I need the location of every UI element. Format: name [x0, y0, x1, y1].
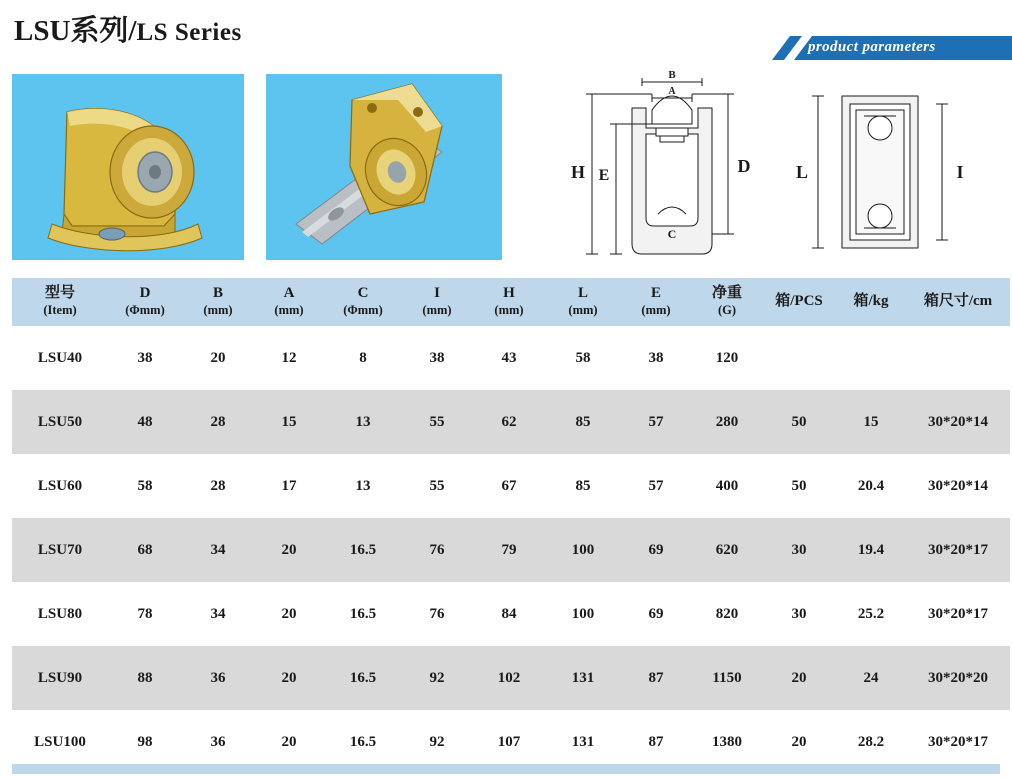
cell-kg: 24 [836, 646, 906, 710]
cell-carton-size [906, 326, 1010, 390]
cell-net-weight: 120 [692, 326, 762, 390]
cell-d: 58 [108, 454, 182, 518]
diagram-label-B: B [668, 69, 676, 81]
spec-table-body [12, 326, 1010, 774]
col-b: B (mm) [182, 278, 254, 326]
cell-c: 16.5 [324, 518, 402, 582]
cell-a: 15 [254, 390, 324, 454]
product-photo-2 [266, 74, 502, 260]
col-item: 型号 (Item) [12, 278, 108, 326]
table-row [12, 454, 1010, 518]
cell-l: 100 [546, 518, 620, 582]
cell-carton-size: 30*20*17 [906, 710, 1010, 774]
cell-b: 36 [182, 710, 254, 774]
diagram-label-L: L [795, 162, 809, 182]
col-carton-size: 箱尺寸/cm [906, 278, 1010, 326]
cell-kg: 19.4 [836, 518, 906, 582]
cell-pcs: 50 [762, 454, 836, 518]
cell-pcs: 30 [762, 518, 836, 582]
cell-l: 131 [546, 646, 620, 710]
cell-d: 48 [108, 390, 182, 454]
cell-d: 98 [108, 710, 182, 774]
spec-table-wrapper [12, 278, 1000, 774]
cell-h: 84 [472, 582, 546, 646]
cell-i: 55 [402, 390, 472, 454]
diagram-label-I: I [956, 162, 964, 182]
cell-b: 20 [182, 326, 254, 390]
cell-h: 79 [472, 518, 546, 582]
diagram-label-C: C [667, 227, 677, 241]
bracket-pulley-front-image [12, 74, 244, 260]
diagram-label-E: E [598, 167, 610, 184]
cell-item: LSU100 [12, 710, 108, 774]
cell-e: 57 [620, 390, 692, 454]
page-title [14, 8, 242, 49]
cell-pcs: 20 [762, 710, 836, 774]
page-title-cn: LSU系列/ [14, 15, 137, 47]
cell-d: 38 [108, 326, 182, 390]
cell-l: 131 [546, 710, 620, 774]
footer-bar [12, 764, 1000, 774]
diagram-label-H: H [570, 162, 586, 182]
col-d: D (Φmm) [108, 278, 182, 326]
col-i: I (mm) [402, 278, 472, 326]
cell-e: 87 [620, 710, 692, 774]
cell-net-weight: 1380 [692, 710, 762, 774]
bracket-pulley-on-rail-image [266, 74, 502, 260]
product-parameters-banner [772, 36, 1012, 60]
col-a: A (mm) [254, 278, 324, 326]
cell-b: 34 [182, 582, 254, 646]
cell-c: 8 [324, 326, 402, 390]
cell-h: 102 [472, 646, 546, 710]
col-e: E (mm) [620, 278, 692, 326]
cell-d: 68 [108, 518, 182, 582]
technical-diagrams [560, 68, 1000, 264]
cell-item: LSU80 [12, 582, 108, 646]
cell-h: 43 [472, 326, 546, 390]
diagram-label-D: D [737, 156, 751, 176]
cell-item: LSU90 [12, 646, 108, 710]
page-title-en: LS Series [136, 19, 242, 46]
cell-i: 92 [402, 646, 472, 710]
cell-e: 69 [620, 582, 692, 646]
cell-net-weight: 400 [692, 454, 762, 518]
cell-a: 12 [254, 326, 324, 390]
cell-c: 13 [324, 390, 402, 454]
cell-kg [836, 326, 906, 390]
cell-a: 20 [254, 646, 324, 710]
cell-kg: 20.4 [836, 454, 906, 518]
cell-item: LSU50 [12, 390, 108, 454]
cell-h: 62 [472, 390, 546, 454]
cell-a: 20 [254, 582, 324, 646]
cell-carton-size: 30*20*14 [906, 454, 1010, 518]
cell-pcs: 20 [762, 646, 836, 710]
cell-item: LSU40 [12, 326, 108, 390]
cell-kg: 28.2 [836, 710, 906, 774]
cell-e: 69 [620, 518, 692, 582]
table-row [12, 326, 1010, 390]
cell-carton-size: 30*20*14 [906, 390, 1010, 454]
cell-item: LSU70 [12, 518, 108, 582]
cell-e: 57 [620, 454, 692, 518]
cell-c: 16.5 [324, 646, 402, 710]
cell-i: 55 [402, 454, 472, 518]
cell-l: 58 [546, 326, 620, 390]
cell-d: 78 [108, 582, 182, 646]
cell-l: 85 [546, 454, 620, 518]
col-pcs-per-carton: 箱/PCS [762, 278, 836, 326]
cell-b: 28 [182, 454, 254, 518]
cell-l: 100 [546, 582, 620, 646]
table-header-row [12, 278, 1010, 326]
product-photo-strip [12, 74, 502, 260]
cell-net-weight: 280 [692, 390, 762, 454]
cell-a: 20 [254, 710, 324, 774]
cell-c: 16.5 [324, 582, 402, 646]
cell-a: 20 [254, 518, 324, 582]
table-row [12, 518, 1010, 582]
col-c: C (Φmm) [324, 278, 402, 326]
cell-kg: 15 [836, 390, 906, 454]
col-l: L (mm) [546, 278, 620, 326]
cell-carton-size: 30*20*17 [906, 518, 1010, 582]
diagram-label-A: A [668, 86, 676, 97]
table-row [12, 390, 1010, 454]
cell-l: 85 [546, 390, 620, 454]
cell-i: 76 [402, 582, 472, 646]
cell-pcs: 50 [762, 390, 836, 454]
cell-i: 92 [402, 710, 472, 774]
banner-label: product parameters [808, 39, 936, 55]
cell-i: 76 [402, 518, 472, 582]
cell-a: 17 [254, 454, 324, 518]
cell-i: 38 [402, 326, 472, 390]
cell-kg: 25.2 [836, 582, 906, 646]
cell-net-weight: 820 [692, 582, 762, 646]
table-row [12, 646, 1010, 710]
table-row [12, 582, 1010, 646]
cell-carton-size: 30*20*17 [906, 582, 1010, 646]
spec-table [12, 278, 1010, 774]
cell-e: 38 [620, 326, 692, 390]
col-h: H (mm) [472, 278, 546, 326]
col-kg-per-carton: 箱/kg [836, 278, 906, 326]
cell-c: 16.5 [324, 710, 402, 774]
cell-net-weight: 1150 [692, 646, 762, 710]
cell-d: 88 [108, 646, 182, 710]
cell-pcs: 30 [762, 582, 836, 646]
cell-c: 13 [324, 454, 402, 518]
cell-net-weight: 620 [692, 518, 762, 582]
cell-b: 28 [182, 390, 254, 454]
col-net-weight: 净重 (G) [692, 278, 762, 326]
spec-table-head [12, 278, 1010, 326]
cell-carton-size: 30*20*20 [906, 646, 1010, 710]
cell-b: 34 [182, 518, 254, 582]
cell-h: 67 [472, 454, 546, 518]
product-photo-1 [12, 74, 244, 260]
cell-pcs [762, 326, 836, 390]
cell-b: 36 [182, 646, 254, 710]
cell-h: 107 [472, 710, 546, 774]
dimension-drawings-icon [560, 68, 1000, 264]
cell-item: LSU60 [12, 454, 108, 518]
cell-e: 87 [620, 646, 692, 710]
